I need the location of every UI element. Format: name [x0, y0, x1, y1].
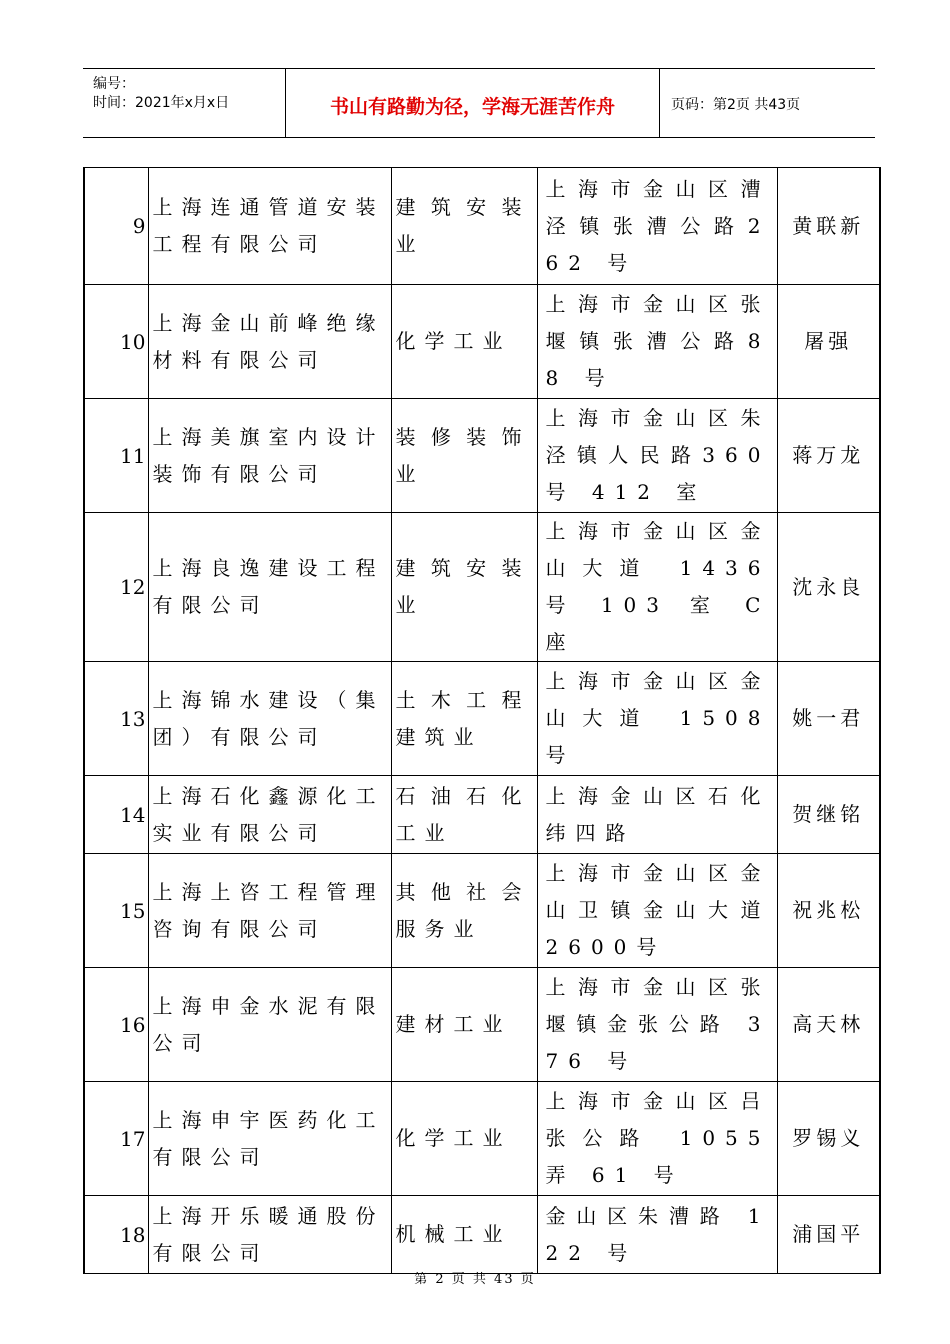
- contact-person: 祝兆松: [777, 854, 880, 968]
- row-number: 13: [84, 662, 148, 776]
- company-name: 上海连通管道安装工程有限公司: [148, 168, 391, 285]
- table-row: [84, 285, 880, 399]
- header-page-cell: [659, 69, 875, 137]
- address: 上海市金山区漕泾镇张漕公路262 号: [537, 168, 777, 285]
- row-number: 11: [84, 399, 148, 513]
- table-row: [84, 776, 880, 854]
- table-row: [84, 399, 880, 513]
- contact-person: 蒋万龙: [777, 399, 880, 513]
- address: 上海市金山区张堰镇张漕公路88 号: [537, 285, 777, 399]
- address: 上海市金山区张堰镇金张公路 376 号: [537, 968, 777, 1082]
- row-number: 16: [84, 968, 148, 1082]
- company-name: 上海开乐暖通股份有限公司: [148, 1196, 391, 1274]
- row-number: 15: [84, 854, 148, 968]
- contact-person: 罗锡义: [777, 1082, 880, 1196]
- industry: 石油石化工业: [391, 776, 537, 854]
- company-name: 上海申宇医药化工有限公司: [148, 1082, 391, 1196]
- address: 上海市金山区吕张公路 1055弄 61 号: [537, 1082, 777, 1196]
- industry: 化学工业: [391, 1082, 537, 1196]
- industry: 建材工业: [391, 968, 537, 1082]
- code-label: 编号：: [93, 76, 135, 92]
- contact-person: 黄联新: [777, 168, 880, 285]
- table-row: [84, 662, 880, 776]
- row-number: 17: [84, 1082, 148, 1196]
- company-table: [83, 167, 881, 1274]
- row-number: 14: [84, 776, 148, 854]
- company-name: 上海石化鑫源化工实业有限公司: [148, 776, 391, 854]
- contact-person: 高天林: [777, 968, 880, 1082]
- page-footer: 第 2 页 共 43 页: [414, 1272, 536, 1287]
- table-row: [84, 513, 880, 662]
- industry: 土木工程建筑业: [391, 662, 537, 776]
- contact-person: 浦国平: [777, 1196, 880, 1274]
- industry: 机械工业: [391, 1196, 537, 1274]
- row-number: 10: [84, 285, 148, 399]
- page-header: [83, 68, 875, 138]
- industry: 其他社会服务业: [391, 854, 537, 968]
- row-number: 9: [84, 168, 148, 285]
- table-row: [84, 854, 880, 968]
- address: 上海金山区石化纬四路: [537, 776, 777, 854]
- industry: 装修装饰业: [391, 399, 537, 513]
- table-row: [84, 1196, 880, 1274]
- contact-person: 姚一君: [777, 662, 880, 776]
- address: 金山区朱漕路 122 号: [537, 1196, 777, 1274]
- contact-person: 沈永良: [777, 513, 880, 662]
- industry: 建筑安装业: [391, 513, 537, 662]
- table-row: [84, 968, 880, 1082]
- company-name: 上海上咨工程管理咨询有限公司: [148, 854, 391, 968]
- time-label: 时间：2021年x月x日: [93, 95, 230, 111]
- company-name: 上海锦水建设（集团）有限公司: [148, 662, 391, 776]
- header-meta: [83, 69, 285, 137]
- company-name: 上海申金水泥有限公司: [148, 968, 391, 1082]
- header-motto-cell: [285, 69, 660, 137]
- motto: 书山有路勤为径，学海无涯苦作舟: [329, 96, 615, 118]
- company-name: 上海金山前峰绝缘材料有限公司: [148, 285, 391, 399]
- industry: 化学工业: [391, 285, 537, 399]
- address: 上海市金山区金山卫镇金山大道 2600号: [537, 854, 777, 968]
- industry: 建筑安装业: [391, 168, 537, 285]
- company-name: 上海美旗室内设计装饰有限公司: [148, 399, 391, 513]
- row-number: 18: [84, 1196, 148, 1274]
- contact-person: 屠强: [777, 285, 880, 399]
- row-number: 12: [84, 513, 148, 662]
- table-row: [84, 168, 880, 285]
- page-label: 页码：第2页 共43页: [671, 97, 801, 113]
- address: 上海市金山区金山大道 1436号 103 室 C座: [537, 513, 777, 662]
- address: 上海市金山区金山大道 1508号: [537, 662, 777, 776]
- contact-person: 贺继铭: [777, 776, 880, 854]
- company-name: 上海良逸建设工程有限公司: [148, 513, 391, 662]
- address: 上海市金山区朱泾镇人民路360 号 412 室: [537, 399, 777, 513]
- table-row: [84, 1082, 880, 1196]
